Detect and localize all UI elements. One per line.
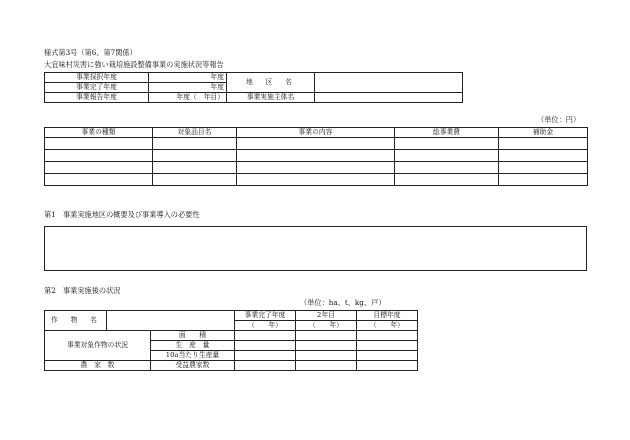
project-details-table (44, 127, 588, 186)
completion-year-label: 事業完了年度 (45, 83, 149, 93)
operator-name-label: 事業実施主体名 (227, 93, 315, 103)
adoption-year-label: 事業採択年度 (45, 73, 149, 83)
project-info-table (44, 72, 463, 103)
col-header-total-cost: 総事業費 (395, 128, 499, 138)
target-year-paren: （ 年） (357, 321, 418, 331)
beneficiary-farmers-label: 受益農家数 (151, 361, 235, 371)
post-project-status-table (44, 310, 418, 371)
col-header-type: 事業の種類 (45, 128, 153, 138)
report-year-value: 年度（ 年目） (149, 93, 227, 103)
col-header-item: 対象品目名 (153, 128, 237, 138)
yield-per-10a-label: 10a当たり生産量 (151, 351, 235, 361)
target-crop-status-label: 事業対象作物の状況 (45, 331, 151, 361)
table-row (45, 162, 588, 174)
unit-yen-label: （単位：円） (537, 115, 581, 124)
farmer-count-label: 農 家 数 (45, 361, 151, 371)
completion-year-value: 年度 (149, 83, 227, 93)
district-name-value (315, 73, 463, 93)
table-row (45, 138, 588, 150)
col-header-subsidy: 補助金 (499, 128, 588, 138)
col-completion-year: 事業完了年度 (235, 311, 296, 321)
section2-unit-label: （単位：ha、t、kg、戸） (300, 298, 386, 307)
table-row (45, 150, 588, 162)
crop-name-value (107, 311, 235, 331)
completion-year-paren: （ 年） (235, 321, 296, 331)
adoption-year-value: 年度 (149, 73, 227, 83)
area-label: 面 積 (151, 331, 235, 341)
second-year-paren: （ 年） (296, 321, 357, 331)
col-target-year: 目標年度 (357, 311, 418, 321)
form-number: 様式第3号（第6、第7関係） (44, 48, 137, 57)
report-year-label: 事業報告年度 (45, 93, 149, 103)
district-name-label: 地 区 名 (227, 73, 315, 93)
col-second-year: 2年目 (296, 311, 357, 321)
section1-title: 第1 事業実施地区の概要及び事業導入の必要性 (44, 210, 200, 219)
operator-name-value (315, 93, 463, 103)
col-header-content: 事業の内容 (237, 128, 395, 138)
report-title: 大宜味村災害に強い栽培施設整備事業の実施状況等報告 (44, 60, 224, 69)
table-row (45, 174, 588, 186)
section1-box (44, 226, 587, 271)
section2-title: 第2 事業実施後の状況 (44, 286, 121, 295)
crop-name-label: 作 物 名 (45, 311, 107, 331)
production-label: 生 産 量 (151, 341, 235, 351)
